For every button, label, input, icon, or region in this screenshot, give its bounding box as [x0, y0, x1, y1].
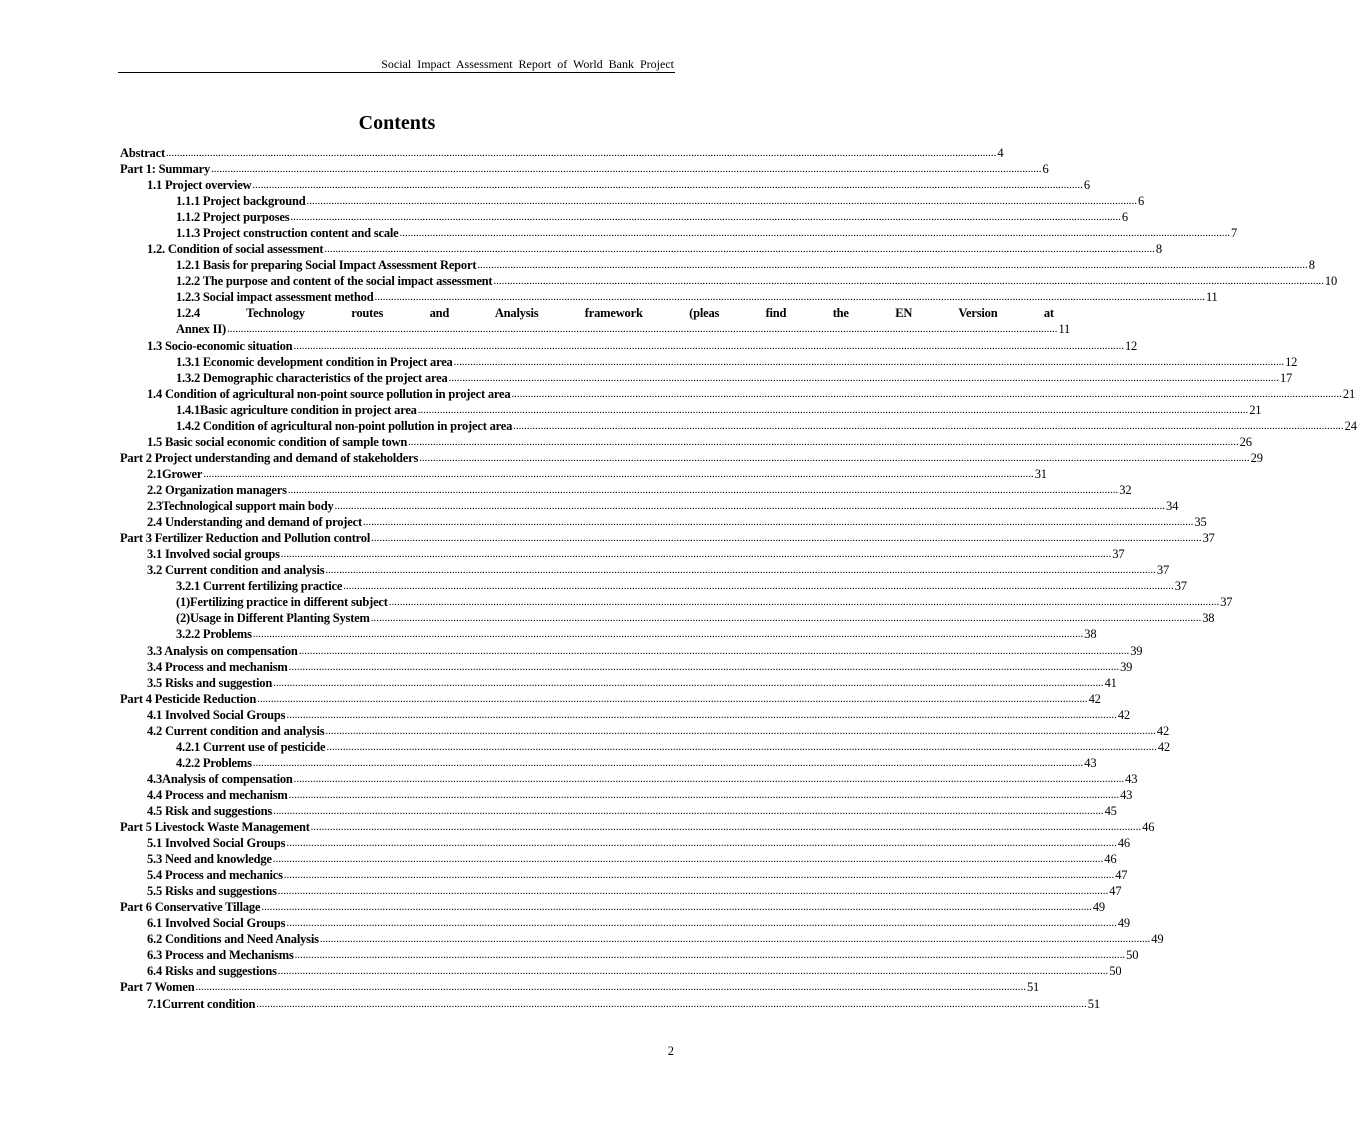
toc-entry-text: Part 2 Project understanding and demand of stakeholders	[120, 450, 419, 465]
toc-entry[interactable]	[120, 995, 1100, 1011]
dot-leader	[299, 643, 1130, 659]
toc-entry-text: 4.2.2 Problems	[176, 755, 252, 770]
dot-leader	[289, 787, 1120, 803]
toc-entry[interactable]	[120, 289, 1218, 305]
dot-leader	[203, 466, 1034, 482]
toc-page-number: 46	[1104, 852, 1117, 867]
toc-entry[interactable]	[120, 691, 1101, 707]
dot-leader	[211, 161, 1042, 177]
toc-entry[interactable]	[120, 498, 1179, 514]
toc-entry[interactable]	[120, 225, 1238, 241]
toc-page-number: 38	[1084, 627, 1097, 642]
dot-leader	[335, 498, 1166, 514]
toc-entry-text: Part 6 Conservative Tillage	[120, 900, 261, 915]
toc-entry-text: 3.3 Analysis on compensation	[147, 643, 298, 658]
toc-entry-text: 7.1Current condition	[147, 996, 256, 1011]
dot-leader	[493, 273, 1324, 289]
toc-page-number: 32	[1119, 483, 1132, 498]
toc-entry-text-continued: Annex II)	[176, 322, 226, 337]
toc-entry[interactable]	[120, 402, 1262, 418]
toc-page-number: 41	[1104, 675, 1117, 690]
dot-leader	[273, 675, 1104, 691]
toc-page-number: 39	[1130, 643, 1143, 658]
dot-leader	[419, 450, 1250, 466]
toc-entry-text: 1.2.4 Technology routes and Analysis framework (pleas find the EN Version at	[176, 306, 1054, 321]
dot-leader	[343, 578, 1174, 594]
toc-entry[interactable]	[120, 418, 1357, 434]
toc-page-number: 21	[1342, 386, 1356, 401]
toc-entry-text: Part 3 Fertilizer Reduction and Pollution control	[120, 531, 371, 546]
toc-page-number: 6	[1042, 162, 1049, 177]
dot-leader	[256, 996, 1087, 1012]
toc-entry[interactable]	[120, 819, 1155, 835]
dot-leader	[408, 434, 1239, 450]
dot-leader	[400, 225, 1231, 241]
toc-entry-text: 2.3Technological support main body	[147, 499, 334, 514]
toc-page-number: 11	[1205, 290, 1218, 305]
table-of-contents	[120, 145, 1357, 1012]
dot-leader	[324, 241, 1155, 257]
toc-entry[interactable]	[120, 594, 1233, 610]
toc-entry[interactable]	[120, 514, 1207, 530]
toc-entry[interactable]	[120, 450, 1263, 466]
page-title: Contents	[358, 112, 436, 134]
dot-leader	[294, 771, 1125, 787]
dot-leader	[227, 321, 1058, 337]
dot-leader	[454, 354, 1285, 370]
dot-leader	[166, 145, 997, 161]
toc-entry[interactable]	[120, 530, 1215, 546]
toc-page-number: 37	[1156, 563, 1169, 578]
dot-leader	[253, 626, 1084, 642]
toc-entry-text: 1.4.1Basic agriculture condition in project area	[176, 402, 417, 417]
toc-page-number: 8	[1155, 242, 1162, 257]
toc-entry[interactable]	[120, 851, 1117, 867]
toc-page-number: 37	[1202, 531, 1215, 546]
toc-entry[interactable]	[120, 787, 1133, 803]
toc-page-number: 8	[1308, 258, 1315, 273]
toc-entry-text: 1.2.1 Basis for preparing Social Impact Assessment Report	[176, 258, 477, 273]
toc-entry[interactable]	[120, 803, 1117, 819]
toc-entry[interactable]	[120, 963, 1122, 979]
toc-entry[interactable]	[120, 883, 1122, 899]
toc-entry-text: 4.4 Process and mechanism	[147, 787, 288, 802]
toc-page-number: 43	[1125, 771, 1138, 786]
toc-entry-text: 5.4 Process and mechanics	[147, 868, 283, 883]
toc-page-number: 49	[1151, 932, 1164, 947]
toc-page-number: 6	[1137, 194, 1145, 209]
dot-leader	[278, 963, 1109, 979]
toc-entry-text: 4.3Analysis of compensation	[147, 771, 293, 786]
toc-entry-text: (2)Usage in Different Planting System	[176, 611, 370, 626]
toc-entry-text: 3.1 Involved social groups	[147, 547, 280, 562]
toc-page-number: 35	[1194, 515, 1207, 530]
dot-leader	[325, 723, 1156, 739]
toc-entry-text: 3.2.1 Current fertilizing practice	[176, 579, 343, 594]
dot-leader	[278, 883, 1109, 899]
toc-entry-text: 5.5 Risks and suggestions	[147, 884, 277, 899]
toc-entry-text: 1.1.1 Project background	[176, 194, 306, 209]
toc-page-number: 39	[1120, 659, 1133, 674]
dot-leader	[273, 803, 1104, 819]
toc-entry[interactable]	[120, 273, 1338, 289]
toc-entry-text: 3.2.2 Problems	[176, 627, 252, 642]
toc-entry-text: 2.1Grower	[147, 466, 203, 481]
dot-leader	[371, 610, 1202, 626]
toc-page-number: 6	[1121, 210, 1128, 225]
toc-entry[interactable]	[120, 610, 1215, 626]
dot-leader	[286, 707, 1117, 723]
toc-entry[interactable]	[120, 562, 1169, 578]
header-rule	[118, 72, 675, 73]
toc-entry[interactable]	[120, 707, 1130, 723]
toc-page-number: 37	[1220, 595, 1233, 610]
toc-page-number: 46	[1117, 836, 1130, 851]
toc-entry[interactable]	[120, 338, 1138, 354]
toc-page-number: 51	[1087, 996, 1100, 1011]
toc-entry-text: Part 1: Summary	[120, 162, 211, 177]
dot-leader	[295, 947, 1126, 963]
dot-leader	[257, 691, 1088, 707]
toc-page-number: 50	[1109, 964, 1122, 979]
toc-entry[interactable]	[120, 755, 1097, 771]
toc-entry-text: 3.4 Process and mechanism	[147, 659, 288, 674]
toc-entry-text: 1.3.2 Demographic characteristics of the project area	[176, 370, 448, 385]
toc-page-number: 26	[1239, 434, 1252, 449]
toc-entry[interactable]	[120, 305, 1071, 337]
toc-page-number: 21	[1249, 402, 1262, 417]
dot-leader	[195, 979, 1026, 995]
toc-entry-text: 6.4 Risks and suggestions	[147, 964, 277, 979]
toc-entry[interactable]	[120, 546, 1125, 562]
toc-entry[interactable]	[120, 626, 1097, 642]
dot-leader	[363, 514, 1194, 530]
toc-page-number: 17	[1280, 370, 1293, 385]
toc-entry-text: 1.1 Project overview	[147, 178, 252, 193]
dot-leader	[293, 338, 1124, 354]
toc-entry-text: 1.5 Basic social economic condition of sample town	[147, 434, 408, 449]
toc-page-number: 4	[997, 146, 1004, 161]
toc-entry[interactable]	[120, 209, 1128, 225]
toc-entry-text: (1)Fertilizing practice in different subject	[176, 595, 388, 610]
toc-entry-text: 1.3.1 Economic development condition in Project area	[176, 354, 453, 369]
dot-leader	[449, 370, 1280, 386]
toc-entry[interactable]	[120, 434, 1252, 450]
toc-entry[interactable]	[120, 675, 1117, 691]
toc-entry[interactable]	[120, 161, 1049, 177]
toc-entry-text: 2.2 Organization managers	[147, 483, 287, 498]
toc-entry-text: Part 5 Livestock Waste Management	[120, 820, 310, 835]
toc-page-number: 10	[1324, 274, 1338, 289]
toc-page-number: 12	[1285, 354, 1298, 369]
toc-page-number: 51	[1026, 980, 1040, 995]
toc-page-number: 43	[1084, 755, 1097, 770]
dot-leader	[311, 819, 1142, 835]
toc-page-number: 34	[1166, 499, 1179, 514]
toc-entry-text: 3.5 Risks and suggestion	[147, 675, 273, 690]
toc-page-number: 46	[1142, 820, 1155, 835]
toc-entry[interactable]	[120, 257, 1315, 273]
toc-entry[interactable]	[120, 739, 1170, 755]
toc-page-number: 45	[1104, 803, 1117, 818]
toc-entry[interactable]	[120, 177, 1090, 193]
dot-leader	[284, 867, 1115, 883]
dot-leader	[477, 257, 1308, 273]
toc-entry-text: 6.3 Process and Mechanisms	[147, 948, 294, 963]
dot-leader	[286, 915, 1117, 931]
toc-entry[interactable]	[120, 386, 1356, 402]
dot-leader	[252, 177, 1083, 193]
toc-entry-text: 1.4.2 Condition of agricultural non-point pollution in project area	[176, 418, 513, 433]
toc-entry-text: 1.1.2 Project purposes	[176, 210, 290, 225]
toc-entry-text: 2.4 Understanding and demand of project	[147, 515, 362, 530]
toc-page-number: 42	[1156, 723, 1169, 738]
toc-entry[interactable]	[120, 659, 1133, 675]
toc-page-number: 37	[1112, 547, 1125, 562]
dot-leader	[418, 402, 1249, 418]
toc-page-number: 29	[1250, 450, 1263, 465]
toc-entry[interactable]	[120, 193, 1145, 209]
toc-entry[interactable]	[120, 642, 1143, 658]
dot-leader	[374, 289, 1205, 305]
toc-entry-text: 5.1 Involved Social Groups	[147, 836, 286, 851]
toc-entry-text: 6.1 Involved Social Groups	[147, 916, 286, 931]
toc-entry[interactable]	[120, 482, 1132, 498]
toc-page-number: 47	[1115, 868, 1128, 883]
toc-page-number: 49	[1117, 916, 1130, 931]
toc-page-number: 6	[1083, 178, 1090, 193]
toc-entry[interactable]	[120, 899, 1105, 915]
toc-page-number: 42	[1117, 707, 1130, 722]
toc-page-number: 42	[1088, 691, 1101, 706]
dot-leader	[286, 835, 1117, 851]
toc-entry[interactable]	[120, 145, 1004, 161]
toc-entry-text: 1.2.2 The purpose and content of the social impact assessment	[176, 274, 493, 289]
toc-entry-text: Part 7 Women	[120, 980, 195, 995]
dot-leader	[273, 851, 1104, 867]
toc-entry-text: 4.1 Involved Social Groups	[147, 707, 286, 722]
toc-entry[interactable]	[120, 241, 1162, 257]
toc-entry[interactable]	[120, 931, 1164, 947]
toc-page-number: 38	[1202, 611, 1215, 626]
dot-leader	[325, 562, 1156, 578]
dot-leader	[288, 482, 1119, 498]
toc-page-number: 7	[1231, 226, 1238, 241]
toc-entry-text: 4.2 Current condition and analysis	[147, 723, 325, 738]
toc-entry[interactable]	[120, 354, 1298, 370]
dot-leader	[289, 659, 1120, 675]
toc-entry-text: Abstract	[120, 146, 165, 161]
toc-page-number: 31	[1034, 466, 1047, 481]
toc-page-number: 37	[1174, 579, 1187, 594]
toc-entry[interactable]	[120, 867, 1128, 883]
toc-entry[interactable]	[120, 979, 1040, 995]
dot-leader	[253, 755, 1084, 771]
toc-entry-text: 4.5 Risk and suggestions	[147, 803, 273, 818]
toc-entry[interactable]	[120, 370, 1293, 386]
dot-leader	[281, 546, 1112, 562]
dot-leader	[513, 418, 1344, 434]
dot-leader	[371, 530, 1202, 546]
toc-entry[interactable]	[120, 835, 1130, 851]
toc-entry-text: 3.2 Current condition and analysis	[147, 563, 325, 578]
toc-entry[interactable]	[120, 723, 1169, 739]
toc-entry-text: 5.3 Need and knowledge	[147, 852, 272, 867]
toc-page-number: 50	[1126, 948, 1139, 963]
dot-leader	[320, 931, 1151, 947]
toc-entry-text: 4.2.1 Current use of pesticide	[176, 739, 326, 754]
toc-entry-text: Part 4 Pesticide Reduction	[120, 691, 257, 706]
toc-entry-text: 1.1.3 Project construction content and scale	[176, 226, 399, 241]
toc-page-number: 43	[1120, 787, 1133, 802]
dot-leader	[389, 594, 1220, 610]
dot-leader	[290, 209, 1121, 225]
page-number: 2	[667, 1044, 674, 1058]
toc-entry[interactable]	[120, 771, 1138, 787]
toc-page-number: 42	[1157, 739, 1170, 754]
dot-leader	[261, 899, 1092, 915]
toc-entry[interactable]	[120, 578, 1187, 594]
toc-page-number: 24	[1344, 418, 1357, 433]
dot-leader	[306, 193, 1137, 209]
toc-entry-text: 1.2.3 Social impact assessment method	[176, 290, 374, 305]
toc-entry-text: 1.4 Condition of agricultural non-point source pollution in project area	[147, 386, 511, 401]
toc-entry[interactable]	[120, 466, 1047, 482]
running-header: Social Impact Assessment Report of World Bank Project	[381, 57, 674, 71]
dot-leader	[511, 386, 1342, 402]
toc-page-number: 49	[1092, 900, 1105, 915]
dot-leader	[326, 739, 1157, 755]
toc-entry[interactable]	[120, 915, 1130, 931]
toc-entry-text: 1.2. Condition of social assessment	[147, 242, 324, 257]
toc-entry-text: 1.3 Socio-economic situation	[147, 338, 293, 353]
toc-page-number: 47	[1109, 884, 1122, 899]
toc-page-number: 12	[1124, 338, 1138, 353]
toc-page-number: 11	[1058, 322, 1071, 337]
toc-entry[interactable]	[120, 947, 1139, 963]
toc-entry-text: 6.2 Conditions and Need Analysis	[147, 932, 319, 947]
